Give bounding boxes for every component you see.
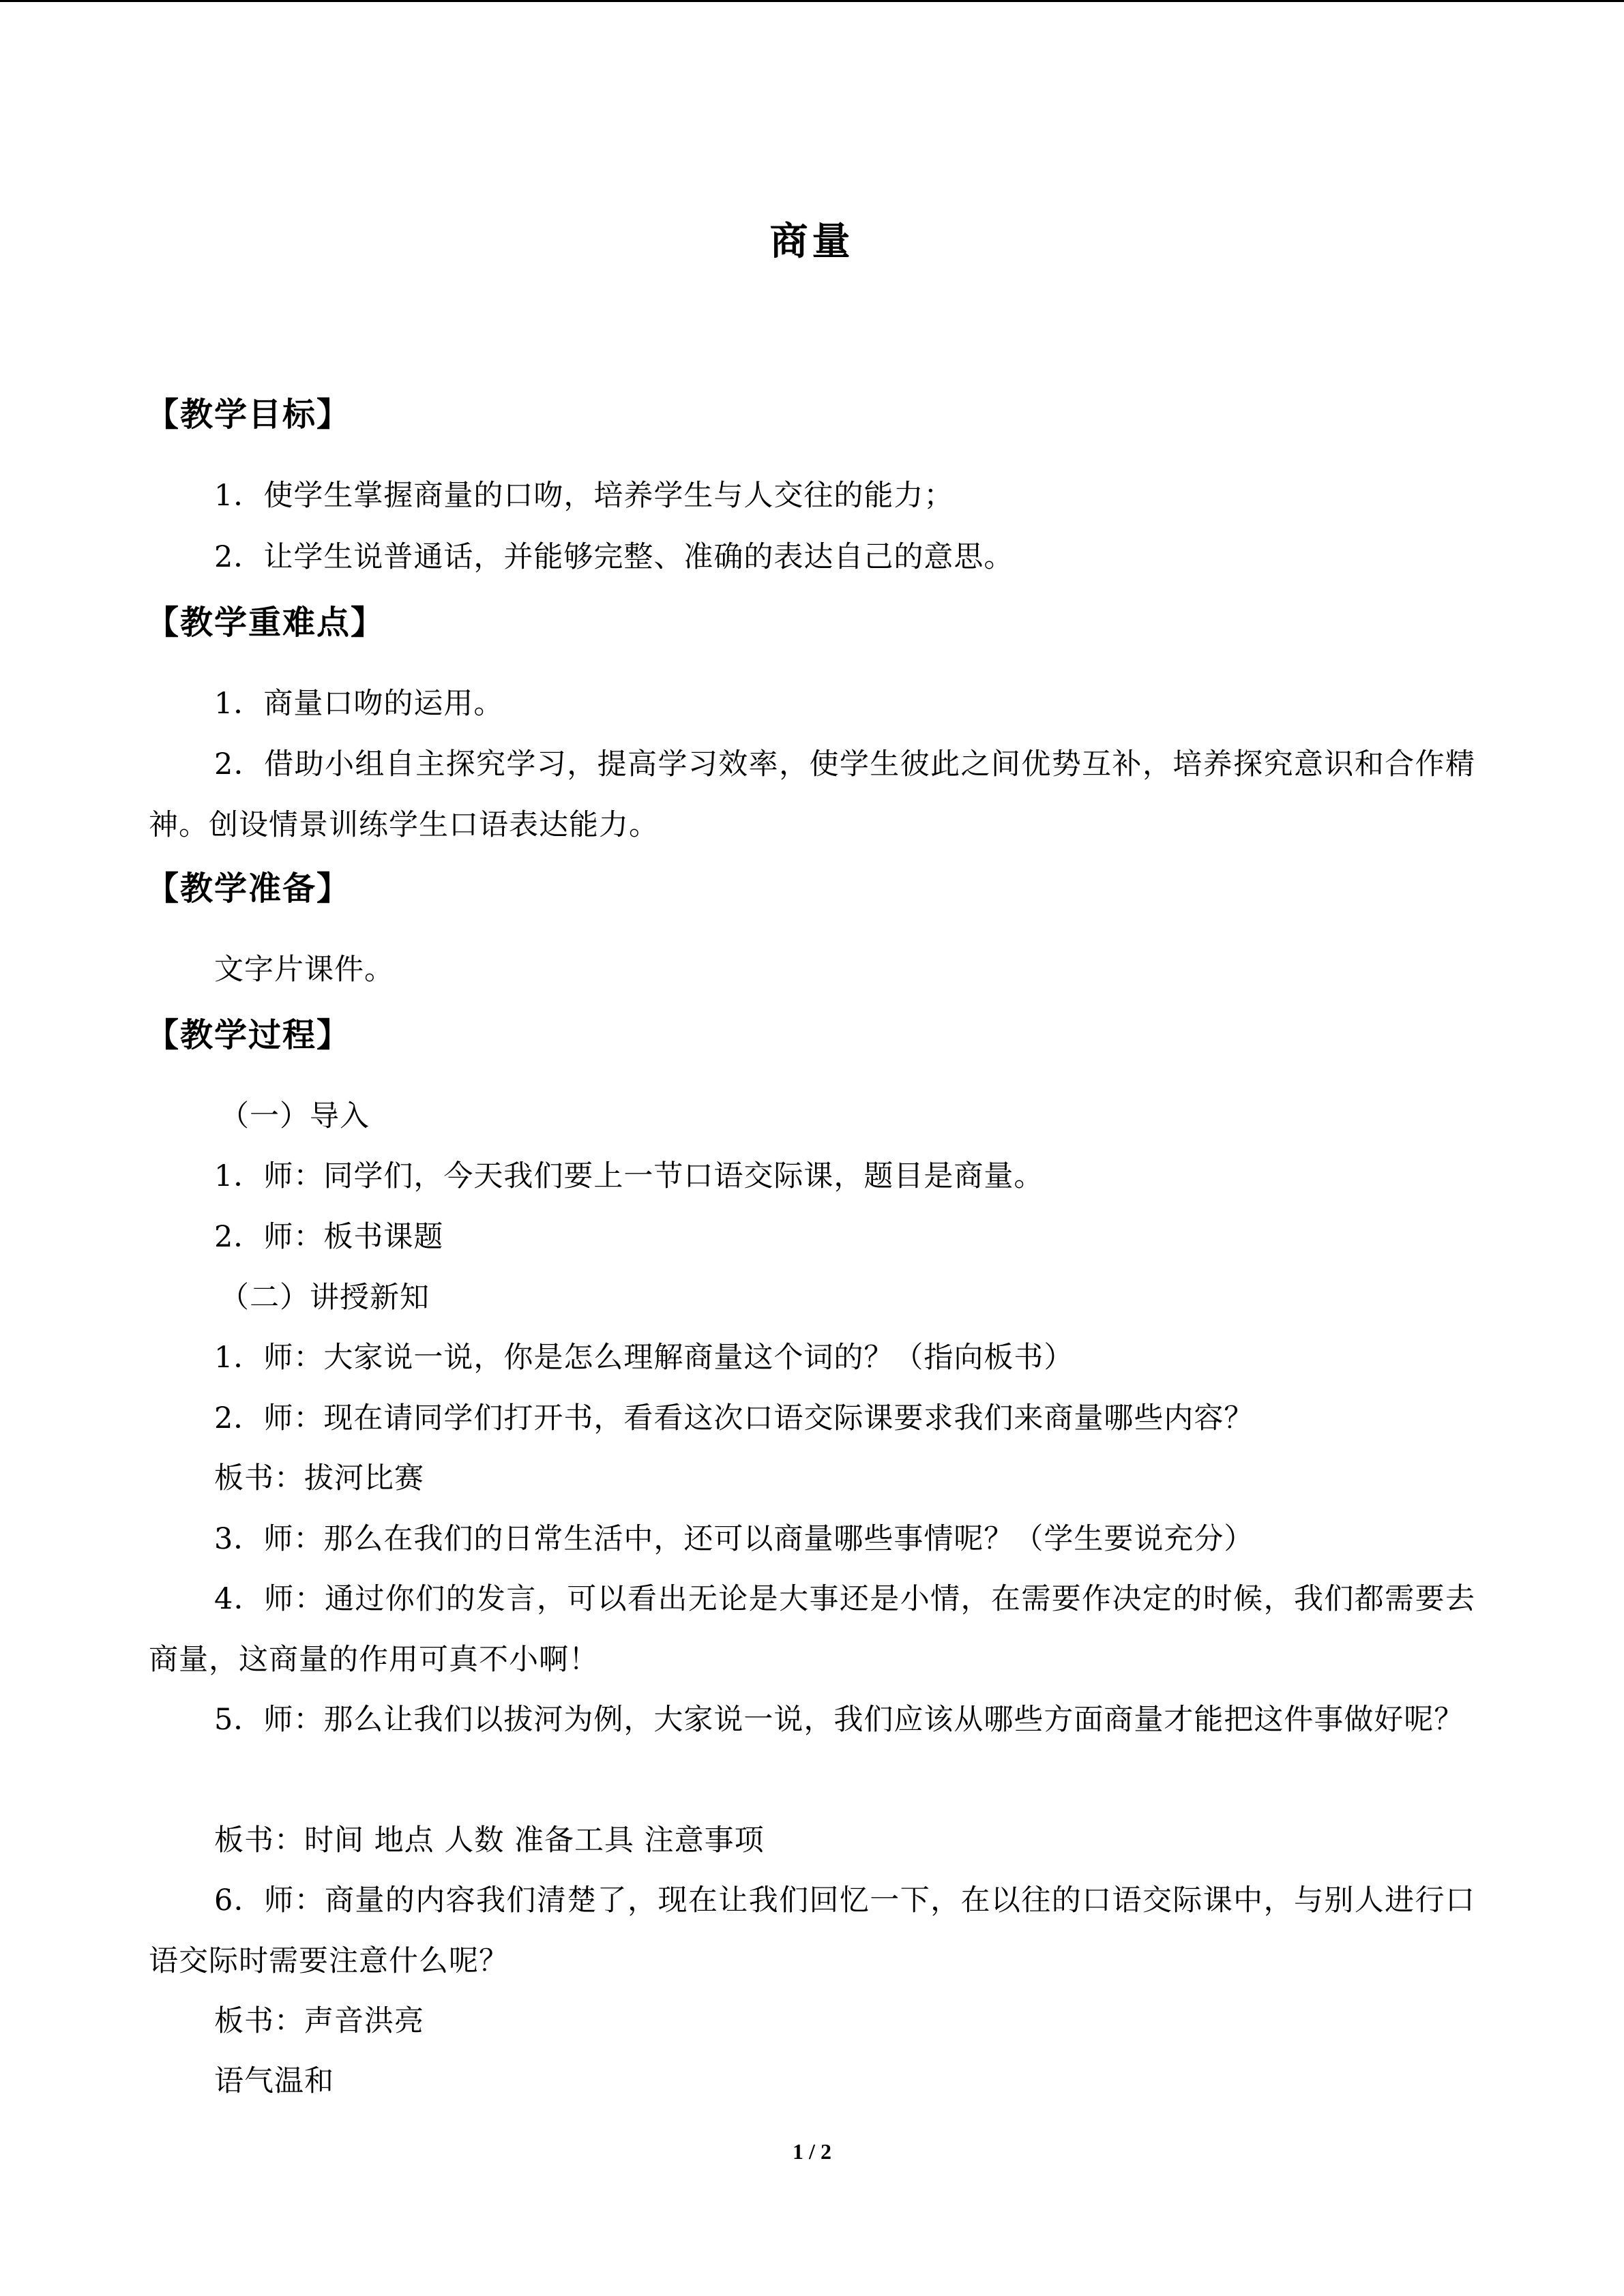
section-heading-process: 【教学过程】 [146, 1016, 351, 1054]
process-item-9: 4．师：通过你们的发言，可以看出无论是大事还是小情，在需要作决定的时候，我们都需要去商量，这商量的作用可真不小啊！ [149, 1582, 1475, 1677]
page-title: 商量 [769, 220, 855, 264]
section-heading-key-points: 【教学重难点】 [146, 603, 385, 642]
process-item-3: 2．师：板书课题 [214, 1220, 444, 1254]
process-item-1: （一）导入 [220, 1099, 370, 1133]
key-points-item-1: 1．商量口吻的运用。 [214, 687, 504, 721]
process-item-8: 3．师：那么在我们的日常生活中，还可以商量哪些事情呢？（学生要说充分） [214, 1522, 1254, 1556]
process-item-14: 语气温和 [214, 2064, 334, 2098]
process-item-10: 5．师：那么让我们以拔河为例，大家说一说，我们应该从哪些方面商量才能把这件事做好呢？ [214, 1703, 1464, 1737]
key-points-item-2: 2．借助小组自主探究学习，提高学习效率，使学生彼此之间优势互补，培养探究意识和合作精神。创设情景训练学生口语表达能力。 [149, 747, 1475, 842]
process-item-6: 2．师：现在请同学们打开书，看看这次口语交际课要求我们来商量哪些内容？ [214, 1401, 1254, 1435]
goals-item-1: 1．使学生掌握商量的口吻，培养学生与人交往的能力； [214, 479, 954, 513]
preparation-item-1: 文字片课件。 [214, 953, 394, 987]
process-item-4: （二）讲授新知 [220, 1281, 430, 1315]
section-heading-goals: 【教学目标】 [146, 396, 351, 434]
process-item-12: 6．师：商量的内容我们清楚了，现在让我们回忆一下，在以往的口语交际课中，与别人进行口语交际时需要注意什么呢？ [149, 1883, 1475, 1978]
process-item-13: 板书：声音洪亮 [214, 2004, 424, 2038]
process-item-11: 板书：时间 地点 人数 准备工具 注意事项 [214, 1823, 765, 1858]
section-heading-preparation: 【教学准备】 [146, 869, 351, 908]
page-number: 1 / 2 [793, 2139, 831, 2164]
process-item-7: 板书：拔河比赛 [214, 1461, 424, 1495]
process-item-2: 1．师：同学们，今天我们要上一节口语交际课，题目是商量。 [214, 1159, 1044, 1193]
process-item-5: 1．师：大家说一说，你是怎么理解商量这个词的？（指向板书） [214, 1341, 1074, 1375]
goals-item-2: 2．让学生说普通话，并能够完整、准确的表达自己的意思。 [214, 540, 1014, 574]
